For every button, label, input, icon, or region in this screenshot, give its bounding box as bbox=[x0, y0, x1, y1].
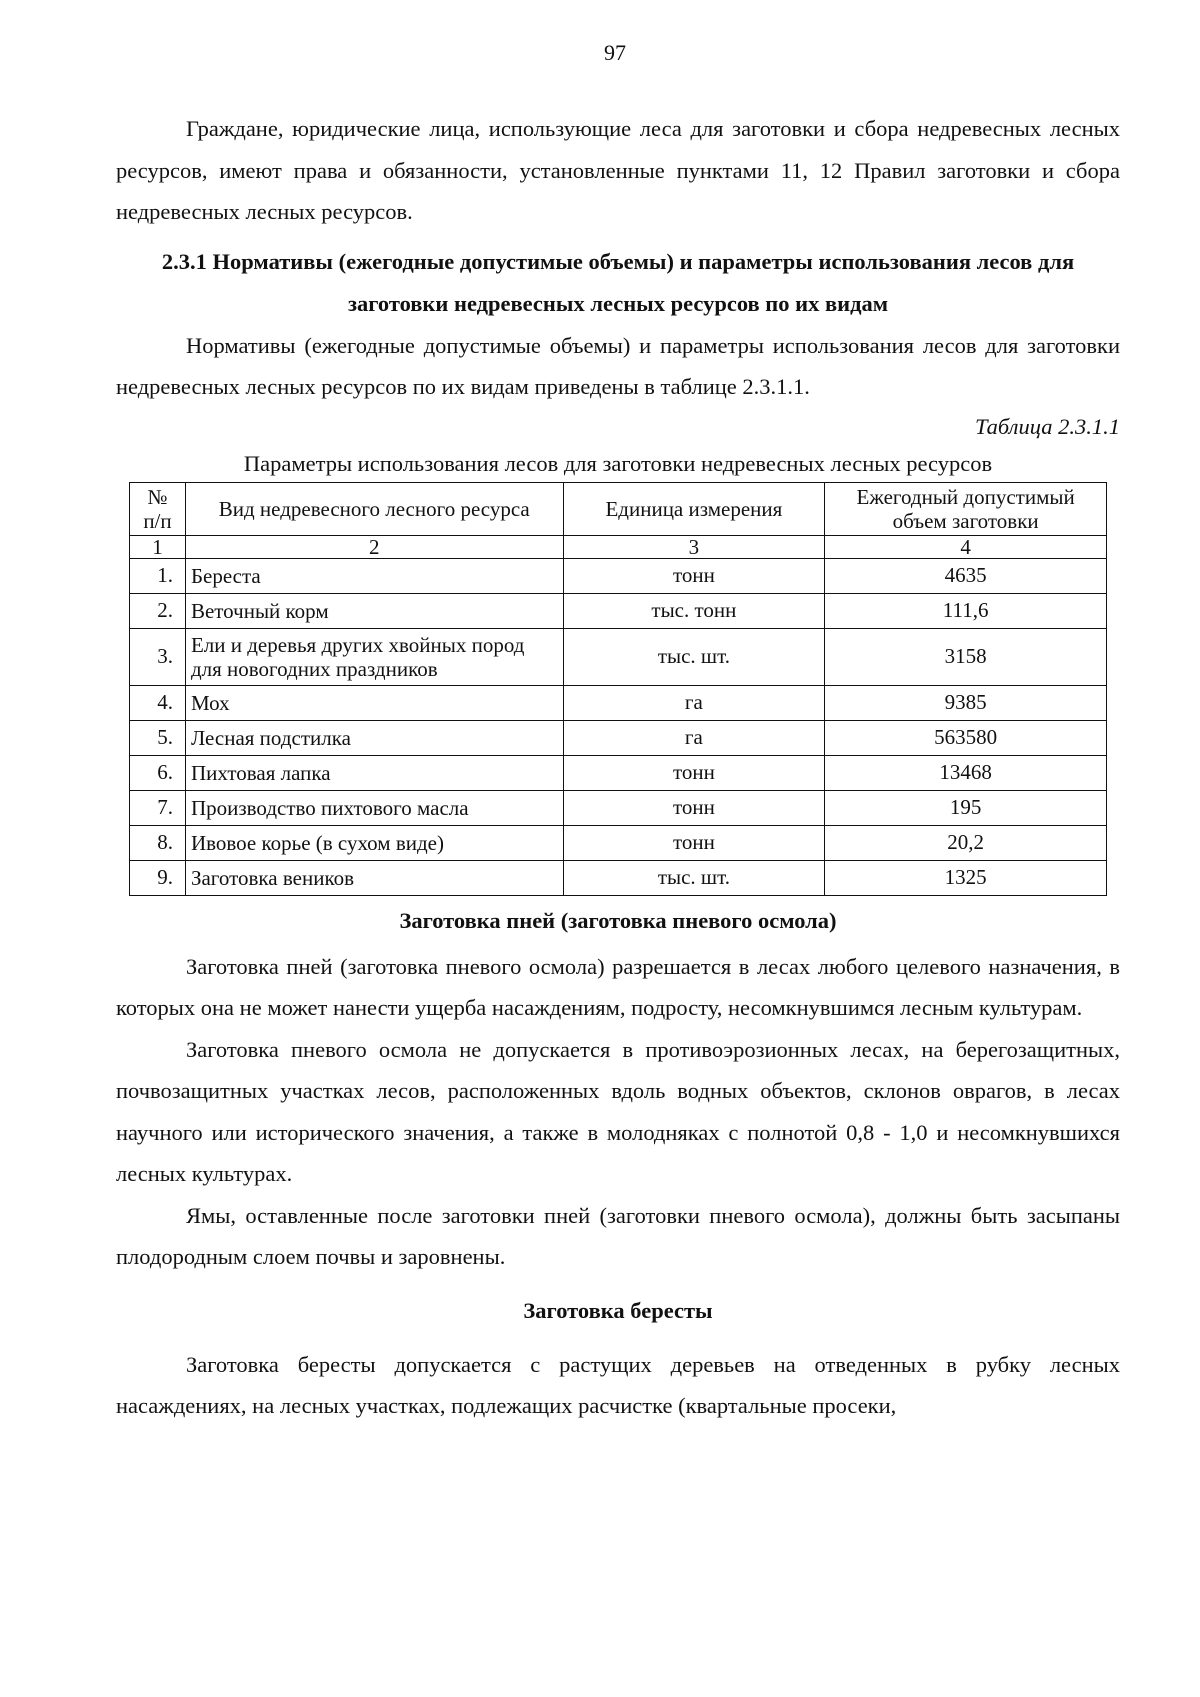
header-num-line2: п/п bbox=[143, 508, 172, 533]
table-header-row bbox=[130, 482, 1107, 535]
table-label: Таблица 2.3.1.1 bbox=[974, 413, 1120, 439]
section-paragraph: Нормативы (ежегодные допустимые объемы) и параметры использования лесов для заготовки недревесных лесных ресурсов по их видам приведены в таблице 2.3.1.1. bbox=[116, 332, 1120, 399]
header-volume-line2: объем заготовки bbox=[892, 508, 1039, 533]
row-num: 7. bbox=[130, 790, 186, 825]
row-num: 4. bbox=[130, 685, 186, 720]
birch-bark-heading: Заготовка бересты bbox=[523, 1297, 713, 1323]
header-num-line1: № bbox=[147, 484, 168, 509]
row-volume: 195 bbox=[825, 790, 1107, 825]
row-unit: тыс. шт. bbox=[563, 628, 825, 685]
row-resource: Пихтовая лапка bbox=[185, 755, 563, 790]
row-unit: га bbox=[563, 685, 825, 720]
table-row bbox=[130, 593, 1107, 628]
column-number: 2 bbox=[185, 535, 563, 558]
section-heading-line2: заготовки недревесных лесных ресурсов по их видам bbox=[347, 290, 889, 316]
resources-table bbox=[129, 482, 1107, 896]
section-heading bbox=[116, 241, 1120, 325]
row-volume: 20,2 bbox=[825, 825, 1107, 860]
stumps-paragraph-1: Заготовка пней (заготовка пневого осмола) разрешается в лесах любого целевого назначения, в которых она не может нанести ущерба насаждениям, подросту, несомкнувшимся лесным культурам. bbox=[116, 953, 1120, 1020]
page-number: 97 bbox=[604, 40, 626, 65]
stumps-heading: Заготовка пней (заготовка пневого осмола) bbox=[399, 907, 837, 933]
row-num: 1. bbox=[130, 558, 186, 593]
row-resource: Ивовое корье (в сухом виде) bbox=[185, 825, 563, 860]
row-volume: 13468 bbox=[825, 755, 1107, 790]
row-num: 2. bbox=[130, 593, 186, 628]
row-unit: тонн bbox=[563, 558, 825, 593]
table-row bbox=[130, 790, 1107, 825]
header-resource: Вид недревесного лесного ресурса bbox=[185, 482, 563, 535]
row-resource: Мох bbox=[185, 685, 563, 720]
table-row bbox=[130, 860, 1107, 895]
row-resource: Заготовка веников bbox=[185, 860, 563, 895]
row-unit: тыс. тонн bbox=[563, 593, 825, 628]
row-resource: Береста bbox=[185, 558, 563, 593]
header-num bbox=[130, 482, 186, 535]
column-number: 4 bbox=[825, 535, 1107, 558]
row-volume: 3158 bbox=[825, 628, 1107, 685]
row-resource-line2: для новогодних праздников bbox=[190, 656, 438, 681]
row-volume: 4635 bbox=[825, 558, 1107, 593]
row-unit: тонн bbox=[563, 825, 825, 860]
row-volume: 111,6 bbox=[825, 593, 1107, 628]
row-resource: Лесная подстилка bbox=[185, 720, 563, 755]
table-row bbox=[130, 685, 1107, 720]
table-row bbox=[130, 720, 1107, 755]
table-row bbox=[130, 628, 1107, 685]
row-num: 6. bbox=[130, 755, 186, 790]
page-content bbox=[116, 108, 1120, 1427]
header-volume-line1: Ежегодный допустимый bbox=[856, 484, 1075, 509]
table-row bbox=[130, 558, 1107, 593]
row-volume: 9385 bbox=[825, 685, 1107, 720]
row-resource: Производство пихтового масла bbox=[185, 790, 563, 825]
row-num: 3. bbox=[130, 628, 186, 685]
column-number-row bbox=[130, 535, 1107, 558]
stumps-paragraph-2: Заготовка пневого осмола не допускается в противоэрозионных лесах, на берегозащитных, почвозащитных участках лесов, расположенных вдоль водных объектов, склонов оврагов, в лесах научного или исторического значения, а также в молодняках с полнотой 0,8 - 1,0 и несомкнувшихся лесных культурах. bbox=[116, 1036, 1120, 1186]
row-unit: тонн bbox=[563, 755, 825, 790]
stumps-paragraph-3: Ямы, оставленные после заготовки пней (заготовки пневого осмола), должны быть засыпаны плодородным слоем почвы и заровнены. bbox=[116, 1202, 1120, 1269]
table-caption: Параметры использования лесов для заготовки недревесных лесных ресурсов bbox=[243, 450, 993, 476]
header-unit: Единица измерения bbox=[563, 482, 825, 535]
row-resource: Веточный корм bbox=[185, 593, 563, 628]
table-row bbox=[130, 755, 1107, 790]
row-resource-line1: Ели и деревья других хвойных пород bbox=[190, 632, 525, 657]
row-num: 5. bbox=[130, 720, 186, 755]
row-volume: 1325 bbox=[825, 860, 1107, 895]
row-num: 9. bbox=[130, 860, 186, 895]
row-num: 8. bbox=[130, 825, 186, 860]
row-unit: га bbox=[563, 720, 825, 755]
row-resource bbox=[185, 628, 563, 685]
table-row bbox=[130, 825, 1107, 860]
row-volume: 563580 bbox=[825, 720, 1107, 755]
row-unit: тонн bbox=[563, 790, 825, 825]
header-volume bbox=[825, 482, 1107, 535]
column-number: 1 bbox=[130, 535, 186, 558]
section-heading-line1: 2.3.1 Нормативы (ежегодные допустимые объемы) и параметры использования лесов для bbox=[161, 248, 1075, 274]
column-number: 3 bbox=[563, 535, 825, 558]
row-unit: тыс. шт. bbox=[563, 860, 825, 895]
intro-paragraph: Граждане, юридические лица, использующие леса для заготовки и сбора недревесных лесных ресурсов, имеют права и обязанности, установленные пунктами 11, 12 Правил заготовки и сбора недревесных лесных ресурсов. bbox=[116, 116, 1120, 224]
birch-bark-paragraph-1: Заготовка бересты допускается с растущих деревьев на отведенных в рубку лесных насаждениях, на лесных участках, подлежащих расчистке (квартальные просеки, bbox=[116, 1351, 1120, 1418]
